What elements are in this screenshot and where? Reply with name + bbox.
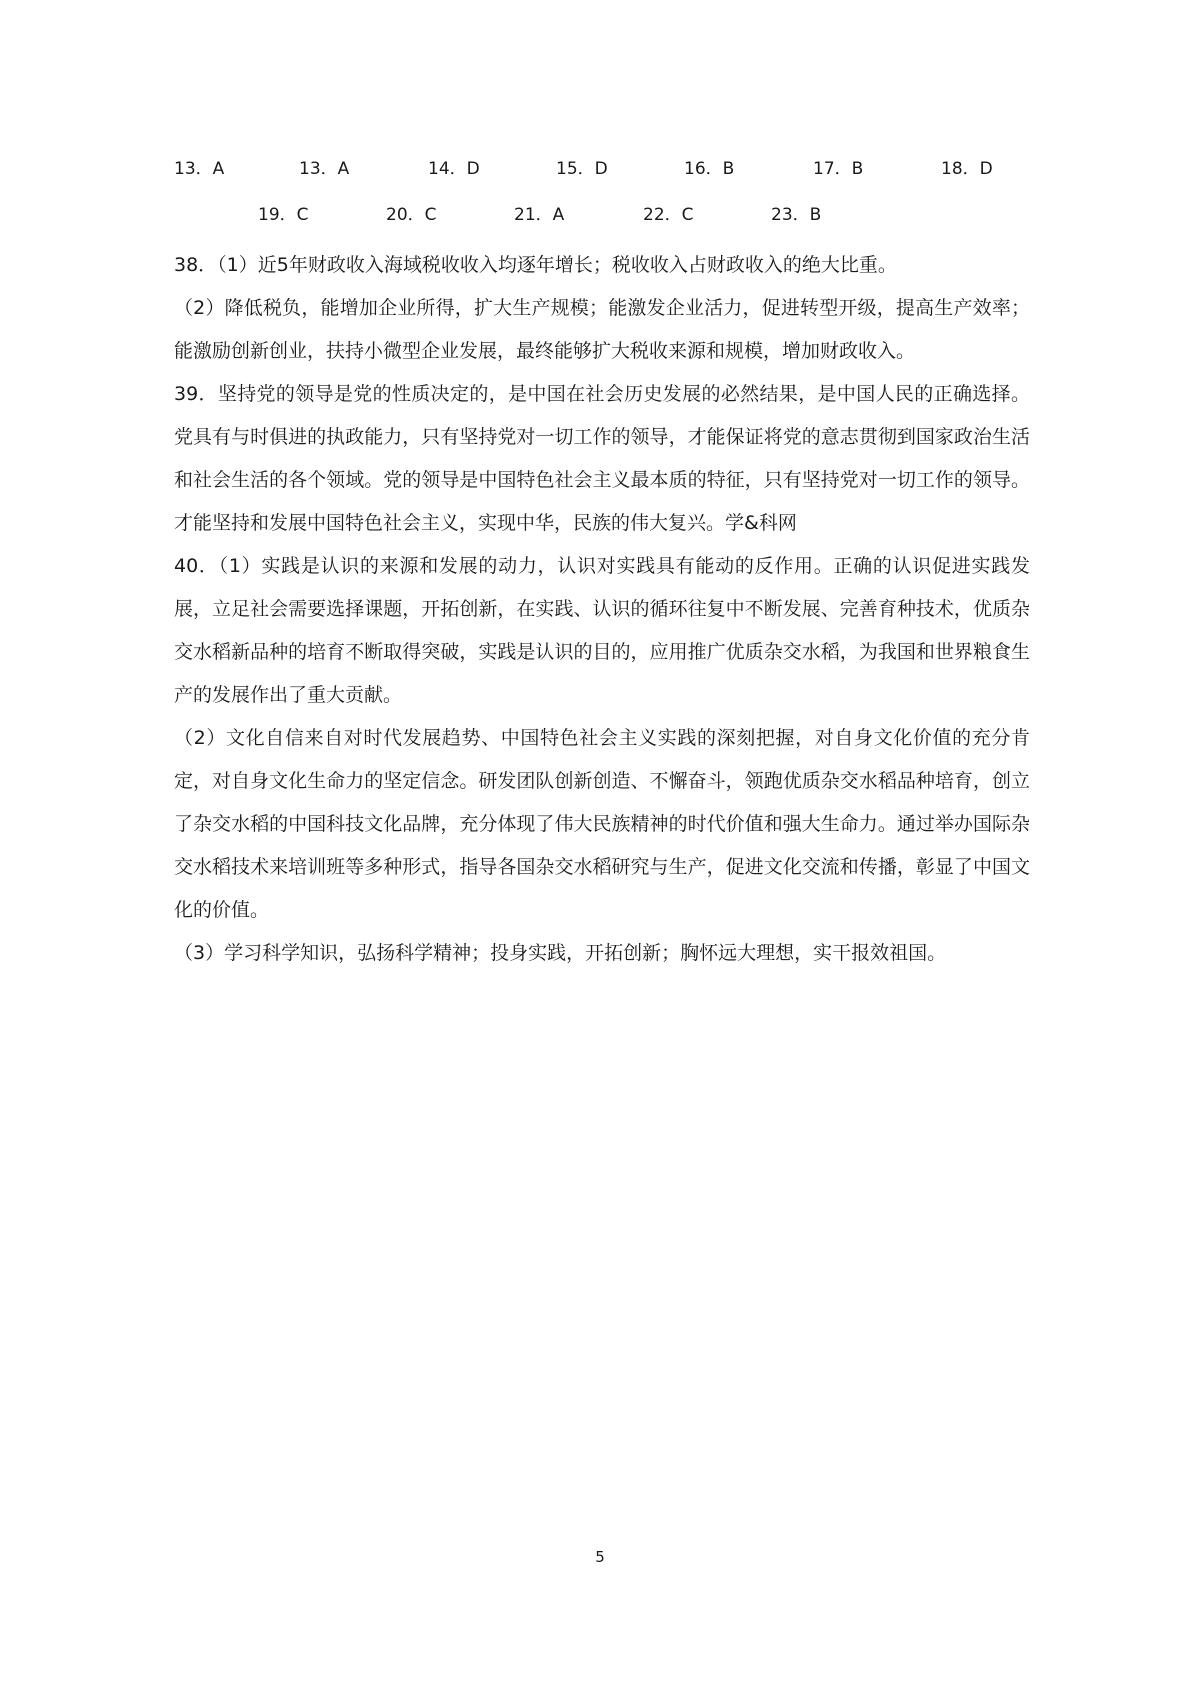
- mc-answer: 21．A: [514, 205, 565, 225]
- written-answers: [174, 244, 1030, 975]
- mc-answer: 15．D: [556, 159, 608, 179]
- mc-answer: 20．C: [386, 205, 437, 225]
- mc-answer: 13．A: [299, 159, 350, 179]
- page-number: 5: [595, 1548, 605, 1566]
- mc-answer: 19．C: [258, 205, 309, 225]
- answer-40-part-1: 40．（1）实践是认识的来源和发展的动力，认识对实践具有能动的反作用。正确的认识促进实践发展，立足社会需要选择课题，开拓创新，在实践、认识的循环往复中不断发展、完善育种技术，优质杂交水稻新品种的培育不断取得突破，实践是认识的目的，应用推广优质杂交水稻，为我国和世界粮食生产的发展作出了重大贡献。: [174, 555, 1030, 706]
- mc-answer: 23．B: [771, 205, 822, 225]
- mc-answer: 22．C: [643, 205, 694, 225]
- mc-answer: 18．D: [941, 159, 993, 179]
- mc-answer: 17．B: [813, 159, 864, 179]
- answer-38-part-1: 38．（1）近5年财政收入海域税收收入均逐年增长；税收收入占财政收入的绝大比重。: [174, 254, 897, 276]
- answer-38-part-2: （2）降低税负，能增加企业所得，扩大生产规模；能激发企业活力，促进转型开级，提高生产效率；能激励创新创业，扶持小微型企业发展，最终能够扩大税收来源和规模，增加财政收入。: [174, 297, 1030, 362]
- mc-answer: 14．D: [428, 159, 480, 179]
- mc-answer: 16．B: [684, 159, 735, 179]
- answer-40-part-3: （3）学习科学知识，弘扬科学精神；投身实践，开拓创新；胸怀远大理想，实干报效祖国。: [174, 942, 947, 964]
- answer-40-part-2: （2）文化自信来自对时代发展趋势、中国特色社会主义实践的深刻把握，对自身文化价值的充分肯定，对自身文化生命力的坚定信念。研发团队创新创造、不懈奋斗，领跑优质杂交水稻品种培育，创立了杂交水稻的中国科技文化品牌，充分体现了伟大民族精神的时代价值和强大生命力。通过举办国际杂交水稻技术来培训班等多种形式，指导各国杂交水稻研究与生产，促进文化交流和传播，彰显了中国文化的价值。: [174, 727, 1030, 921]
- answer-39: 39．坚持党的领导是党的性质决定的，是中国在社会历史发展的必然结果，是中国人民的正确选择。党具有与时俱进的执政能力，只有坚持党对一切工作的领导，才能保证将党的意志贯彻到国家政治生活和社会生活的各个领域。党的领导是中国特色社会主义最本质的特征，只有坚持党对一切工作的领导。才能坚持和发展中国特色社会主义，实现中华，民族的伟大复兴。学&科网: [174, 383, 1030, 534]
- mc-answer: 13．A: [174, 159, 225, 179]
